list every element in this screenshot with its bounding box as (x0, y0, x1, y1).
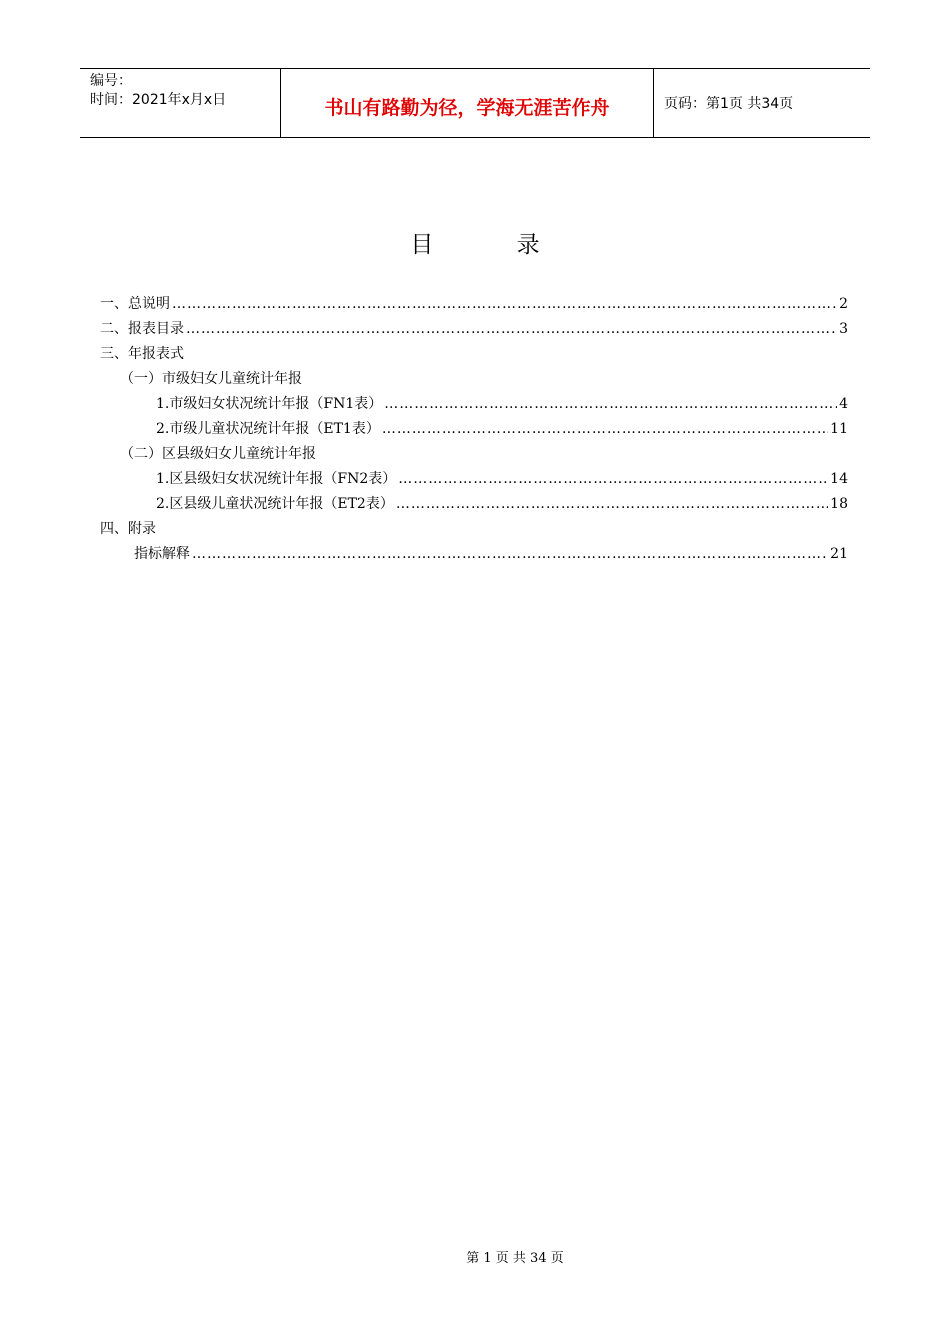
page-footer: 第 1 页 共 34 页 (466, 1251, 564, 1266)
header-page-info: 页码：第1页 共34页 (664, 96, 794, 112)
toc-leader (382, 417, 828, 442)
toc-entry-page: 18 (830, 496, 848, 512)
toc-leader (186, 317, 837, 342)
toc-entry-label: 2.区县级儿童状况统计年报（ET2表） (156, 496, 394, 512)
toc-entry-label: 一、总说明 (100, 296, 170, 312)
toc-entry-label: 1.市级妇女状况统计年报（FN1表） (156, 396, 383, 412)
toc-entry-label: 三、年报表式 (100, 346, 184, 362)
table-of-contents (100, 292, 848, 567)
toc-leader (384, 392, 837, 417)
toc-entry-label: 四、附录 (100, 521, 156, 537)
toc-entry[interactable] (100, 292, 848, 317)
toc-entry[interactable] (100, 392, 848, 417)
toc-entry-page: 11 (830, 421, 848, 437)
toc-leader (192, 542, 828, 567)
number-label: 编号： (90, 73, 132, 89)
toc-entry-page: 21 (830, 546, 848, 562)
toc-entry-page: 3 (839, 321, 848, 337)
time-label: 时间：2021年x月x日 (90, 92, 227, 108)
toc-entry-page: 2 (839, 296, 848, 312)
toc-entry-label: 1.区县级妇女状况统计年报（FN2表） (156, 471, 397, 487)
toc-heading (100, 367, 848, 392)
toc-heading (100, 442, 848, 467)
toc-heading (100, 517, 848, 542)
toc-heading (100, 342, 848, 367)
toc-entry-page: 14 (830, 471, 848, 487)
toc-entry-label: 二、报表目录 (100, 321, 184, 337)
toc-entry[interactable] (100, 417, 848, 442)
toc-entry-label: （一）市级妇女儿童统计年报 (120, 371, 302, 387)
header-slogan: 书山有路勤为径，学海无涯苦作舟 (281, 69, 654, 137)
toc-leader (172, 292, 837, 317)
toc-entry-label: （二）区县级妇女儿童统计年报 (120, 446, 316, 462)
toc-leader (398, 467, 828, 492)
header-meta (80, 69, 281, 137)
toc-entry[interactable] (100, 317, 848, 342)
toc-leader (396, 492, 828, 517)
toc-entry-page: 4 (839, 396, 848, 412)
toc-entry[interactable] (100, 467, 848, 492)
document-header (80, 68, 870, 138)
toc-entry-label: 2.市级儿童状况统计年报（ET1表） (156, 421, 380, 437)
toc-entry[interactable] (100, 492, 848, 517)
toc-entry[interactable] (100, 542, 848, 567)
toc-entry-label: 指标解释 (134, 546, 190, 562)
toc-title: 目 录 (410, 232, 578, 258)
